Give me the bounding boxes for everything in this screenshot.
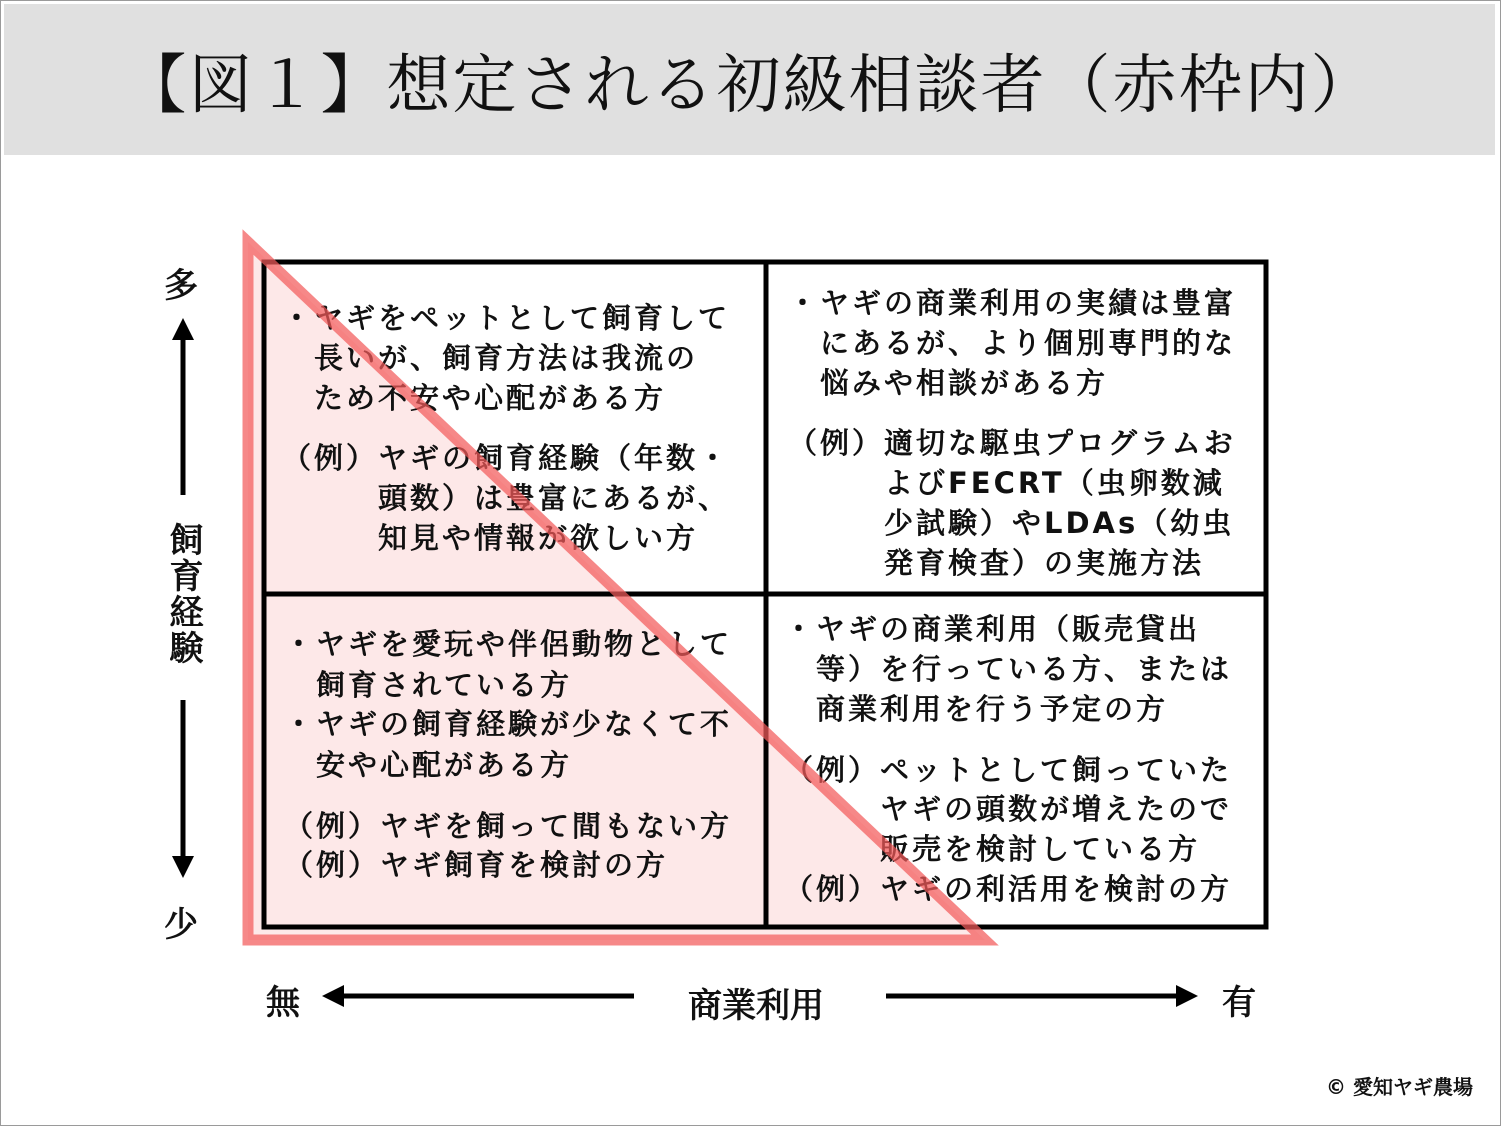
y-axis-top-label: 多 [164,266,198,306]
tr-line-6: 少試験）やLDAs（幼虫 [788,506,1235,540]
y-axis-title [163,522,203,674]
tr-line-3: 悩みや相談がある方 [788,366,1109,400]
tr-line-2: にあるが、より個別専門的な [788,326,1237,360]
tl-line-2: 長いが、飼育方法は我流の [282,341,699,375]
x-axis-left-arrowhead [322,985,344,1007]
bl-line-4: 安や心配がある方 [284,748,573,782]
bl-line-1: ・ヤギを愛玩や伴侶動物として [284,627,733,661]
br-line-2: 等）を行っている方、または [784,652,1233,686]
tl-line-6: 知見や情報が欲しい方 [282,521,699,555]
x-axis-left-label: 無 [266,983,300,1023]
br-line-6: 販売を検討している方 [784,832,1201,866]
bl-line-2: 飼育されている方 [284,668,573,702]
slide-title: 【図１】想定される初級相談者（赤枠内） [122,48,1377,123]
x-axis-right-label: 有 [1222,983,1256,1023]
bl-line-6: （例）ヤギ飼育を検討の方 [284,848,669,882]
tl-line-1: ・ヤギをペットとして飼育して [282,301,731,335]
br-line-5: ヤギの頭数が増えたので [784,792,1233,826]
copyright-notice: © 愛知ヤギ農場 [1326,1075,1473,1099]
tl-line-5: 頭数）は豊富にあるが、 [282,481,731,515]
tr-line-4: （例）適切な駆虫プログラムお [788,426,1236,460]
br-line-4: （例）ペットとして飼っていた [784,753,1233,787]
br-line-1: ・ヤギの商業利用（販売貸出 [784,612,1201,646]
br-line-7: （例）ヤギの利活用を検討の方 [784,872,1233,906]
tr-line-1: ・ヤギの商業利用の実績は豊富 [788,286,1237,320]
tr-line-7: 発育検査）の実施方法 [788,546,1205,580]
y-axis-bottom-label: 少 [164,905,198,945]
x-axis-title: 商業利用 [688,986,824,1026]
bl-line-5: （例）ヤギを飼って間もない方 [284,809,733,843]
bl-line-3: ・ヤギの飼育経験が少なくて不 [284,707,733,741]
x-axis-right-arrowhead [1176,985,1198,1007]
tl-line-3: ため不安や心配がある方 [282,381,667,415]
tr-line-5: よびFECRT（虫卵数減 [788,466,1225,500]
y-axis-title-text: 飼育経験 [163,522,203,666]
y-axis-down-arrowhead [172,856,194,878]
br-line-3: 商業利用を行う予定の方 [784,692,1169,726]
tl-line-4: （例）ヤギの飼育経験（年数・ [282,441,731,475]
y-axis-up-arrowhead [172,318,194,340]
